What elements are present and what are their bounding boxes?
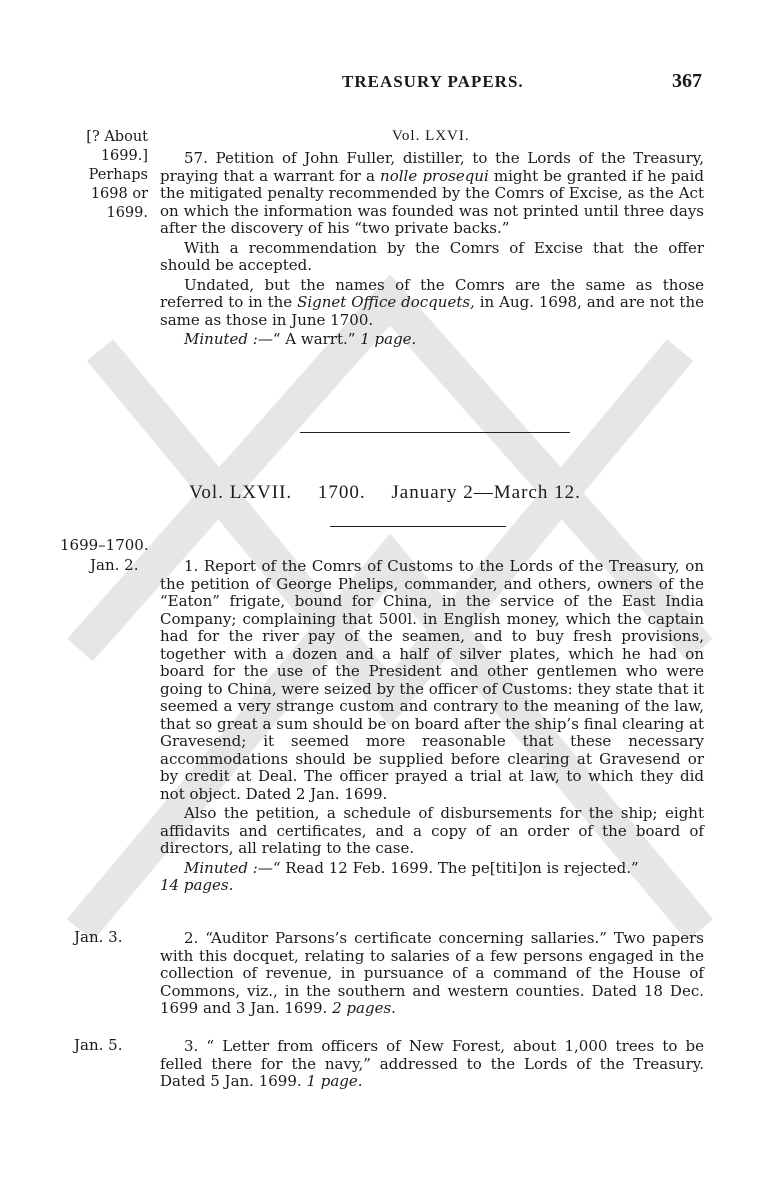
running-title: TREASURY PAPERS. — [342, 72, 524, 91]
running-head — [0, 72, 770, 98]
vol-67-heading — [0, 482, 770, 504]
margin-date-line: 1698 or — [90, 186, 148, 202]
margin-date-vol-66 — [60, 128, 148, 223]
entry-1 — [160, 558, 704, 895]
entry-2 — [160, 930, 704, 1018]
vol-67-label: Vol. LXVII. — [189, 482, 293, 503]
entry-57-paragraph: 57. Petition of John Fuller, distiller, to the Lords of the Treasury, praying that a warrant for a nolle prosequi might be granted if he paid the mitigated penalty recommended by the Comrs of Excise, as the Act on which the information was founded was not printed until three days after the discovery of his “two private backs.” — [160, 149, 704, 237]
margin-date-line: 1699. — [106, 205, 148, 221]
entry-2-paragraph: 2. “Auditor Parsons’s certificate concerning sallaries.” Two papers with this docquet, relating to salaries of a few persons engaged in the collection of revenue, in pursuance of a command of the House of Commons, viz., in the southern and western counties. Dated 18 Dec. 1699 and 3 Jan. 1699. 2 pages. — [160, 929, 704, 1017]
entry-date: Jan. 2. — [90, 556, 139, 574]
entry-1-paragraph: 1. Report of the Comrs of Customs to the Lords of the Treasury, on the petition of George Phelips, commander, and others, owners of the “Eaton” frigate, bound for China, in the service of the East India Company; complaining that 500l. in English money, which the captain had for the river pay of the seamen, and to buy fresh provisions, together with a dozen and a half of silver plates, which he had on board for the use of the President and other gentlemen who were going to China, were seized by the officer of Customs: they state that it seemed a very strange custom and contrary to the meaning of the law, that so great a sum should be on board after the ship’s final clearing at Gravesend; it seemed more reasonable that these necessary accommodations should be supplied before clearing at Gravesend or by credit at Deal. The officer prayed a trial at law, to which they did not object. Dated 2 Jan. 1699. — [160, 557, 704, 803]
heading-rule — [330, 526, 506, 527]
section-rule — [300, 432, 570, 433]
entry-3 — [160, 1038, 704, 1091]
margin-date-line: [? About — [86, 129, 148, 145]
entry-1-minute: Minuted :—“ Read 12 Feb. 1699. The pe[titi]on is rejected.” 14 pages. — [160, 858, 639, 894]
entry-3-paragraph: 3. “ Letter from officers of New Forest, about 1,000 trees to be felled there for the navy,” addressed to the Lords of the Treasury. Dated 5 Jan. 1699. 1 page. — [160, 1037, 704, 1090]
entry-57-minute: Minuted :—“ A warrt.” 1 page. — [184, 330, 417, 348]
vol-66-heading: Vol. LXVI. — [392, 128, 470, 144]
margin-date-line: 1699.] — [100, 148, 148, 164]
page-number: 367 — [672, 70, 702, 92]
entry-57 — [160, 150, 704, 349]
entry-57-paragraph: Undated, but the names of the Comrs are the same as those referred to in the Signet Office docquets, in Aug. 1698, and are not the same as those in June 1700. — [160, 275, 704, 329]
entry-1-paragraph: Also the petition, a schedule of disbursements for the ship; eight affidavits and certificates, and a copy of an order of the board of directors, all relating to the case. — [160, 804, 704, 857]
entry-date: Jan. 5. — [74, 1036, 123, 1054]
vol-67-year: 1700. — [317, 482, 366, 503]
entry-57-paragraph: With a recommendation by the Comrs of Excise that the offer should be accepted. — [160, 238, 704, 274]
margin-date-line: Perhaps — [88, 167, 148, 183]
year-label: 1699–1700. — [60, 536, 149, 554]
vol-67-range: January 2—March 12. — [391, 482, 581, 503]
entry-date: Jan. 3. — [74, 928, 123, 946]
